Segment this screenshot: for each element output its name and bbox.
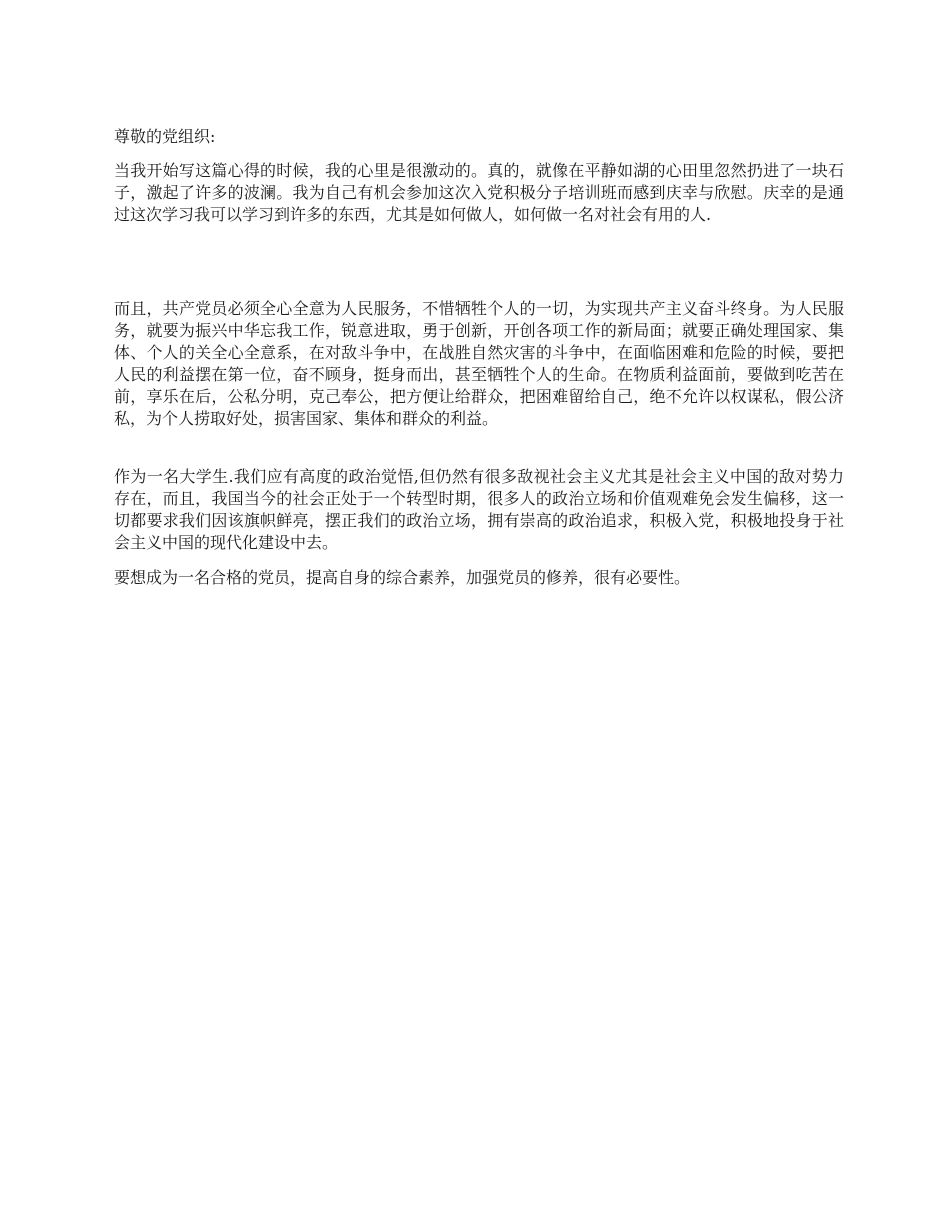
paragraph-4: 要想成为一名合格的党员，提高自身的综合素养，加强党员的修养，很有必要性。 [114, 568, 691, 587]
paragraph-3: 作为一名大学生.我们应有高度的政治觉悟,但仍然有很多敌视社会主义尤其是社会主义中国的敌对势力存在，而且，我国当今的社会正处于一个转型时期，很多人的政治立场和价值观难免会发生偏移，这一切都要求我们因该旗帜鲜亮，摆正我们的政治立场，拥有崇高的政治追求，积极入党，积极地投身于社会主义中国的现代化建设中去。 [114, 467, 844, 552]
salutation: 尊敬的党组织: [114, 127, 216, 146]
paragraph-2: 而且，共产党员必须全心全意为人民服务，不惜牺牲个人的一切，为实现共产主义奋斗终身。为人民服务，就要为振兴中华忘我工作，锐意进取，勇于创新，开创各项工作的新局面；就要正确处理国家、集体、个人的关全心全意系，在对敌斗争中，在战胜自然灾害的斗争中，在面临困难和危险的时候，要把人民的利益摆在第一位，奋不顾身，挺身而出，甚至牺牲个人的生命。在物质利益面前，要做到吃苦在前，享乐在后，公私分明，克己奉公，把方便让给群众，把困难留给自己，绝不允许以权谋私，假公济私，为个人捞取好处，损害国家、集体和群众的利益。 [114, 299, 844, 428]
paragraph-1: 当我开始写这篇心得的时候，我的心里是很激动的。真的，就像在平静如湖的心田里忽然扔进了一块石子，激起了许多的波澜。我为自己有机会参加这次入党积极分子培训班而感到庆幸与欣慰。庆幸的是通过这次学习我可以学习到许多的东西，尤其是如何做人，如何做一名对社会有用的人. [114, 161, 844, 224]
